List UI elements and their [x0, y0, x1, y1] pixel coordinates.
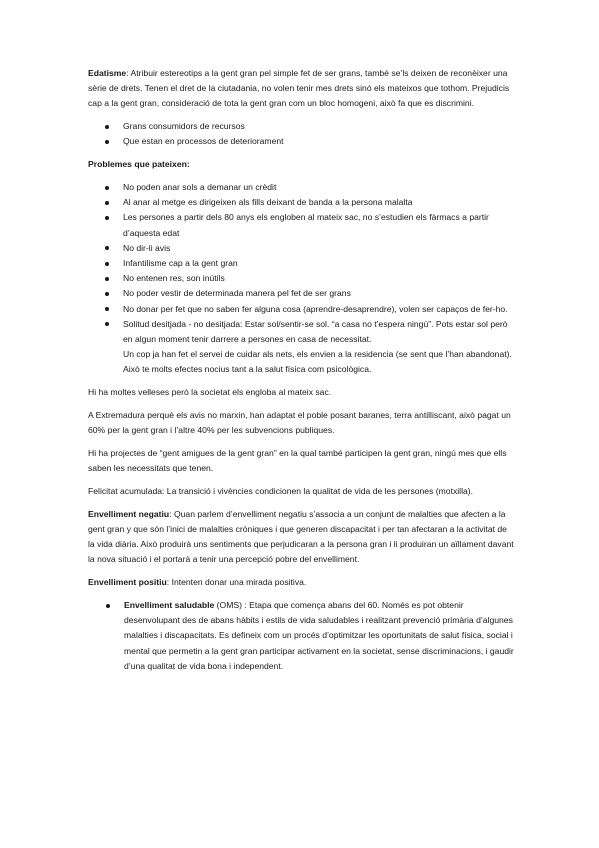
edatisme-paragraph: [88, 66, 516, 112]
list-item: No donar per fet que no saben fer alguna cosa (aprendre-desaprendre), volen ser capaços de fer-ho.: [88, 302, 516, 317]
positiu-list: [88, 598, 516, 674]
envelliment-positiu-text: : Intenten donar una mirada positiva.: [166, 577, 307, 588]
problemes-heading: [88, 157, 516, 172]
solitud-line-1: Solitud desitjada - no desitjada: Estar sol/sentir-se sol. “a casa no t’espera ningú”. Pots estar sol però en algun moment tenir darrere a persones en casa de necessitat.: [123, 318, 508, 345]
problemes-heading-text: Problemes que pateixen:: [88, 159, 190, 170]
document-page: [88, 66, 516, 682]
envelliment-positiu-term: Envelliment positiu: [88, 577, 167, 588]
saludable-text: (OMS) : Etapa que comença abans del 60. Només es pot obtenir desenvolupant des de abans hàbits i estils de vida saludables i realitzant prevenció primària d’algunes malalties i discapacitats. Es defineix com un procés d’optimitzar les oportunitats de salut física, social i mental que permetin a la gent gran participar activament en la societat, sense discriminacions, i gaudir d’una qualitat de vida bona i independent.: [124, 600, 514, 671]
list-item: Al anar al metge es dirigeixen als fills deixant de banda a la persona malalta: [88, 195, 516, 210]
list-item: No poden anar sols a demanar un crèdit: [88, 180, 516, 195]
list-item: No entenen res, son inútils: [88, 271, 516, 286]
envelliment-negatiu-term: Envelliment negatiu: [88, 508, 170, 519]
list-item: No dir-li avis: [88, 241, 516, 256]
list-item-solitud: [88, 317, 516, 378]
felicitat-paragraph: Felicitat acumulada: La transició i vivències condicionen la qualitat de vida de les persones (motxilla).: [88, 486, 474, 497]
list-item-saludable: [88, 598, 516, 674]
problemes-list: [88, 180, 516, 378]
list-item: Que estan en processos de deteriorament: [88, 134, 516, 149]
envelliment-positiu-paragraph: [88, 575, 516, 590]
edatisme-term: Edatisme: [88, 68, 127, 78]
projectes-paragraph: Hi ha projectes de “gent amigues de la gent gran” en la qual també participen la gent gran, ningú mes que ells saben les necessitats que tenen.: [88, 448, 507, 474]
list-item: Les persones a partir dels 80 anys els engloben al mateix sac, no s’estudien els fàrmacs a partir d’aquesta edat: [88, 210, 516, 240]
solitud-line-2: Un cop ja han fet el servei de cuidar als nets, els envien a la residencia (se sent que l’han abandonat). Això te molts efectes nocius tant a la salut física com psicològica.: [123, 349, 512, 375]
envelliment-negatiu-text: : Quan parlem d’envelliment negatiu s’associa a un conjunt de malalties que afecten a la gent gran y que són l’inici de malalties cròniques i que generen discapacitat i per tan afectaran a la activitat de la vida diària. Això produirà uns sentiments que perjudicaran a la persona gran i li produiran un aïllament davant la nova situació i el portarà a tenir una percepció pobre del envelliment.: [88, 508, 514, 565]
velleses-paragraph: Hi ha moltes velleses però la societat els engloba al mateix sac.: [88, 387, 332, 398]
edatisme-list: [88, 119, 516, 149]
envelliment-negatiu-paragraph: [88, 507, 516, 568]
edatisme-text: : Atribuir estereotips a la gent gran pel simple fet de ser grans, també se’ls deixen de reconèixer una sèrie de drets. Tenen el dret de la ciutadania, no volen tenir mes drets sinó els mateixos que tothom. Prejudicis cap a la gent gran, consideració de tota la gent gran com un bloc homogeni, això fa que es discrimini.: [88, 68, 510, 109]
list-item: No poder vestir de determinada manera pel fet de ser grans: [88, 286, 516, 301]
list-item: Infantilisme cap a la gent gran: [88, 256, 516, 271]
saludable-term: Envelliment saludable: [124, 600, 215, 611]
extremadura-paragraph: A Extremadura perquè els avis no marxin, han adaptat el poble posant baranes, terra antilliscant, això pagat un 60% per la gent gran i l’altre 40% per les subvencions publiques.: [88, 410, 511, 436]
list-item: Grans consumidors de recursos: [88, 119, 516, 134]
